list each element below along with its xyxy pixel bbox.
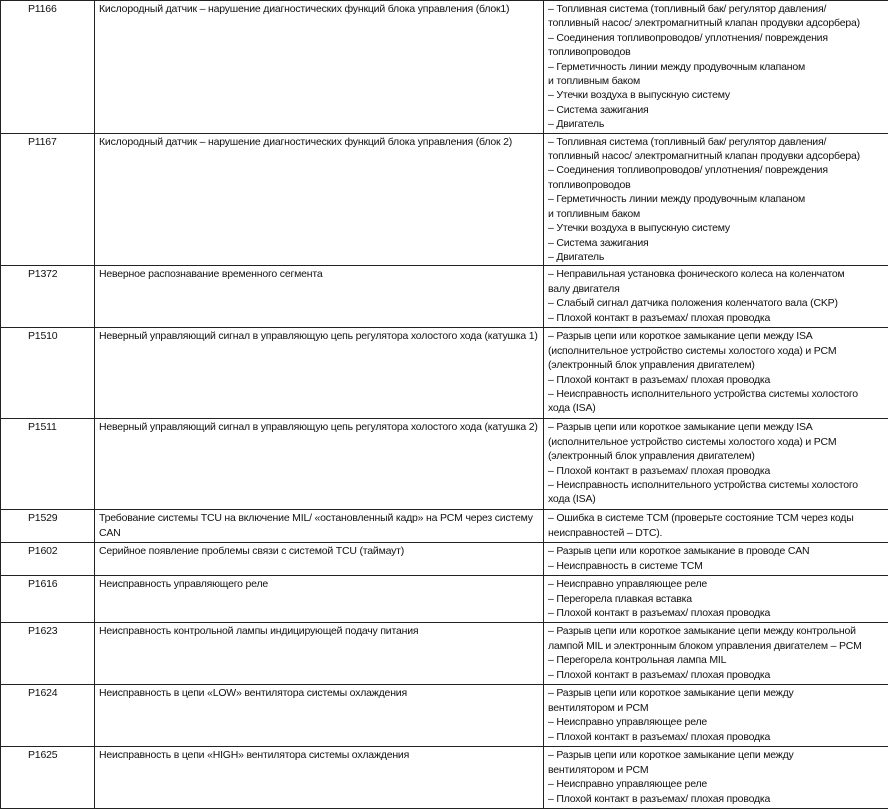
fault-code-cell: P1623 <box>1 623 95 685</box>
fault-code-cell: P1510 <box>1 328 95 419</box>
cause-line: и топливным баком <box>548 74 884 88</box>
fault-description-cell: Неверное распознавание временного сегмента <box>95 266 544 328</box>
cause-line: – Неисправность исполнительного устройства системы холостого <box>548 387 884 401</box>
cause-line: – Герметичность линии между продувочным клапаном <box>548 192 884 206</box>
fault-code-cell: P1166 <box>1 1 95 134</box>
possible-causes-cell <box>544 1 888 134</box>
fault-description-cell: Неисправность в цепи «HIGH» вентилятора системы охлаждения <box>95 747 544 809</box>
cause-line: – Топливная система (топливный бак/ регулятор давления/ <box>548 135 884 149</box>
table-row <box>1 543 888 576</box>
cause-line: неисправностей – DTC). <box>548 526 884 540</box>
possible-causes-cell <box>544 543 888 576</box>
cause-line: – Система зажигания <box>548 103 884 117</box>
cause-line: топливный насос/ электромагнитный клапан продувки адсорбера) <box>548 149 884 163</box>
table-row <box>1 747 888 809</box>
cause-line: – Плохой контакт в разъемах/ плохая проводка <box>548 668 884 682</box>
possible-causes-cell <box>544 747 888 809</box>
cause-line: (электронный блок управления двигателем) <box>548 358 884 372</box>
cause-line: – Разрыв цепи или короткое замыкание цепи между ISA <box>548 420 884 434</box>
cause-line: топливный насос/ электромагнитный клапан продувки адсорбера) <box>548 16 884 30</box>
cause-line: – Перегорела плавкая вставка <box>548 592 884 606</box>
cause-line: – Топливная система (топливный бак/ регулятор давления/ <box>548 2 884 16</box>
possible-causes-cell <box>544 419 888 510</box>
fault-code-cell: P1511 <box>1 419 95 510</box>
cause-line: – Система зажигания <box>548 236 884 250</box>
cause-line: – Ошибка в системе TCM (проверьте состояние TCM через коды <box>548 511 884 525</box>
cause-line: и топливным баком <box>548 207 884 221</box>
cause-line: – Плохой контакт в разъемах/ плохая проводка <box>548 606 884 620</box>
fault-description-cell: Неисправность в цепи «LOW» вентилятора системы охлаждения <box>95 685 544 747</box>
cause-line: вентилятором и PCM <box>548 763 884 777</box>
possible-causes-cell <box>544 685 888 747</box>
cause-line: – Плохой контакт в разъемах/ плохая проводка <box>548 373 884 387</box>
fault-description-cell: Серийное появление проблемы связи с системой TCU (таймаут) <box>95 543 544 576</box>
fault-code-cell: P1167 <box>1 133 95 266</box>
cause-line: – Неисправность в системе TCM <box>548 559 884 573</box>
cause-line: – Разрыв цепи или короткое замыкание цепи между <box>548 748 884 762</box>
possible-causes-cell <box>544 133 888 266</box>
fault-description-cell: Неисправность контрольной лампы индицирующей подачу питания <box>95 623 544 685</box>
cause-line: – Неправильная установка фонического колеса на коленчатом <box>548 267 884 281</box>
cause-line: топливопроводов <box>548 45 884 59</box>
table-row <box>1 133 888 266</box>
cause-line: – Разрыв цепи или короткое замыкание цепи между <box>548 686 884 700</box>
cause-line: – Разрыв цепи или короткое замыкание в проводе CAN <box>548 544 884 558</box>
cause-line: – Двигатель <box>548 117 884 131</box>
table-row <box>1 685 888 747</box>
possible-causes-cell <box>544 510 888 543</box>
fault-description-cell: Неверный управляющий сигнал в управляющую цепь регулятора холостого хода (катушка 1) <box>95 328 544 419</box>
cause-line: – Плохой контакт в разъемах/ плохая проводка <box>548 792 884 806</box>
table-row <box>1 419 888 510</box>
fault-description-cell: Кислородный датчик – нарушение диагностических функций блока управления (блок1) <box>95 1 544 134</box>
cause-line: – Соединения топливопроводов/ уплотнения/ повреждения <box>548 31 884 45</box>
cause-line: – Неисправно управляющее реле <box>548 577 884 591</box>
table-row <box>1 623 888 685</box>
table-row <box>1 576 888 623</box>
cause-line: валу двигателя <box>548 282 884 296</box>
fault-code-cell: P1529 <box>1 510 95 543</box>
cause-line: хода (ISA) <box>548 401 884 415</box>
cause-line: – Перегорела контрольная лампа MIL <box>548 653 884 667</box>
fault-code-cell: P1624 <box>1 685 95 747</box>
fault-code-cell: P1625 <box>1 747 95 809</box>
possible-causes-cell <box>544 623 888 685</box>
possible-causes-cell <box>544 576 888 623</box>
cause-line: – Плохой контакт в разъемах/ плохая проводка <box>548 464 884 478</box>
table-row <box>1 266 888 328</box>
cause-line: (исполнительное устройство системы холостого хода) и PCM <box>548 435 884 449</box>
table-row <box>1 510 888 543</box>
cause-line: – Соединения топливопроводов/ уплотнения/ повреждения <box>548 163 884 177</box>
cause-line: – Неисправность исполнительного устройства системы холостого <box>548 478 884 492</box>
cause-line: – Разрыв цепи или короткое замыкание цепи между ISA <box>548 329 884 343</box>
cause-line: лампой MIL и электронным блоком управления двигателем – PCM <box>548 639 884 653</box>
fault-description-cell: Неисправность управляющего реле <box>95 576 544 623</box>
cause-line: топливопроводов <box>548 178 884 192</box>
fault-code-cell: P1602 <box>1 543 95 576</box>
fault-description-cell: Неверный управляющий сигнал в управляющую цепь регулятора холостого хода (катушка 2) <box>95 419 544 510</box>
cause-line: вентилятором и PCM <box>548 701 884 715</box>
table-row <box>1 1 888 134</box>
fault-description-cell: Требование системы TCU на включение MIL/ «остановленный кадр» на PCM через систему CAN <box>95 510 544 543</box>
cause-line: – Слабый сигнал датчика положения коленчатого вала (CKP) <box>548 296 884 310</box>
cause-line: (электронный блок управления двигателем) <box>548 449 884 463</box>
cause-line: – Неисправно управляющее реле <box>548 715 884 729</box>
cause-line: – Плохой контакт в разъемах/ плохая проводка <box>548 730 884 744</box>
fault-code-cell: P1616 <box>1 576 95 623</box>
fault-description-cell: Кислородный датчик – нарушение диагностических функций блока управления (блок 2) <box>95 133 544 266</box>
cause-line: (исполнительное устройство системы холостого хода) и PCM <box>548 344 884 358</box>
possible-causes-cell <box>544 266 888 328</box>
cause-line: – Разрыв цепи или короткое замыкание цепи между контрольной <box>548 624 884 638</box>
cause-line: – Герметичность линии между продувочным клапаном <box>548 60 884 74</box>
dtc-table-body <box>1 1 888 809</box>
cause-line: хода (ISA) <box>548 492 884 506</box>
cause-line: – Плохой контакт в разъемах/ плохая проводка <box>548 311 884 325</box>
cause-line: – Утечки воздуха в выпускную систему <box>548 88 884 102</box>
cause-line: – Неисправно управляющее реле <box>548 777 884 791</box>
cause-line: – Двигатель <box>548 250 884 264</box>
fault-code-cell: P1372 <box>1 266 95 328</box>
table-row <box>1 328 888 419</box>
possible-causes-cell <box>544 328 888 419</box>
cause-line: – Утечки воздуха в выпускную систему <box>548 221 884 235</box>
